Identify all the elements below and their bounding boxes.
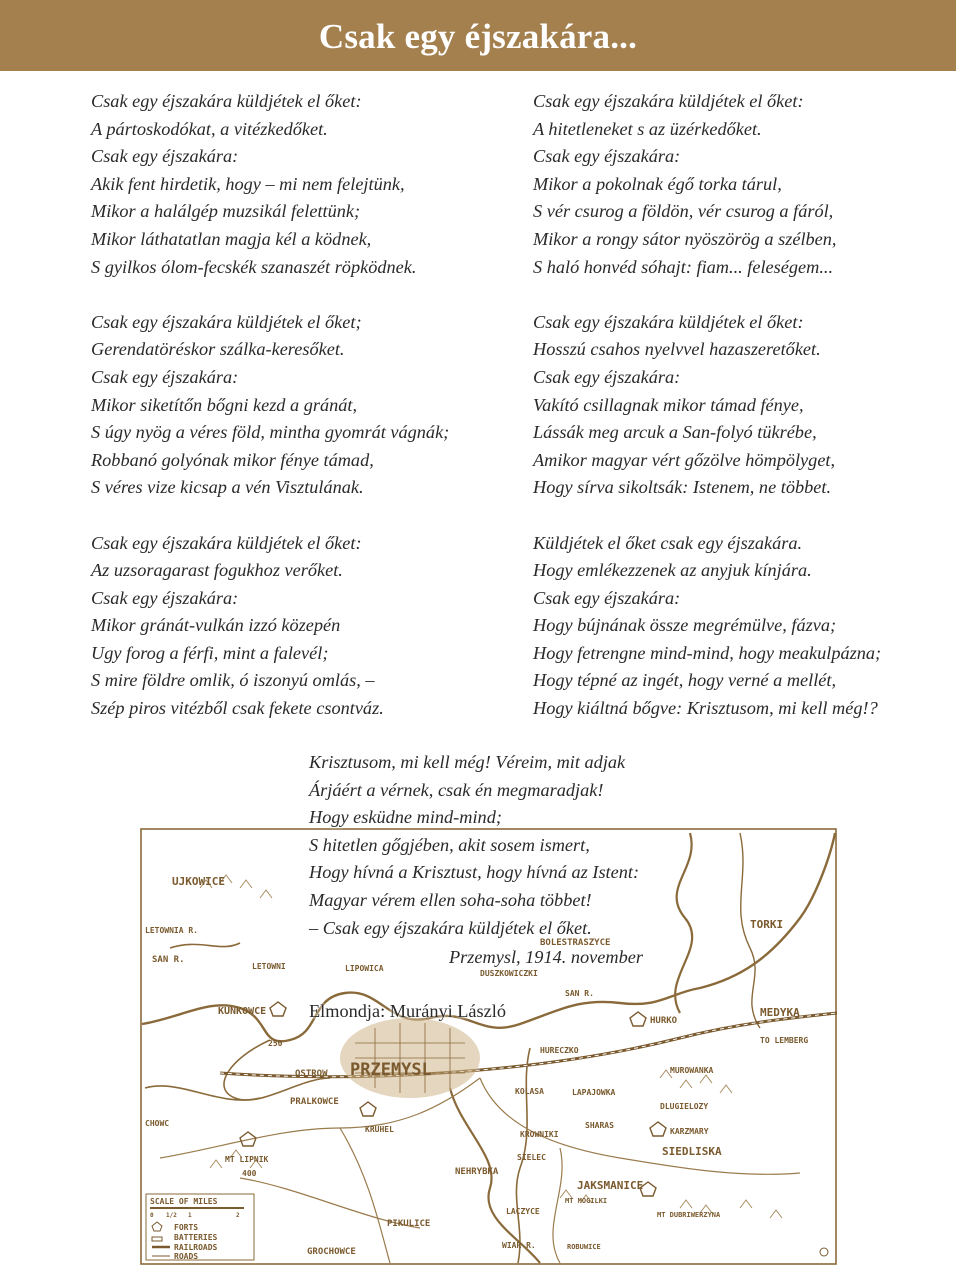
poem-line: Robbanó golyónak mikor fénye támad,: [91, 449, 374, 470]
poem-line: S hitetlen gőgjében, akit sosem ismert,: [309, 834, 590, 855]
poem-line: Szép piros vitézből csak fekete csontváz.: [91, 698, 384, 719]
map-label: 250: [268, 1039, 283, 1048]
poem-line: Mikor a pokolnak égő torka tárul,: [533, 173, 782, 194]
poem-line: Hogy bújnának össze megrémülve, fázva;: [533, 615, 837, 636]
map-label: OSTROW: [295, 1069, 328, 1079]
map-label: HURKO: [650, 1016, 678, 1026]
map-label: MT LIPNIK: [225, 1155, 269, 1164]
poem-line: Mikor a halálgép muzsikál felettünk;: [91, 201, 361, 222]
map-label: SIEDLISKA: [662, 1145, 722, 1158]
poem-line: Hosszú csahos nyelvvel hazaszeretőket.: [533, 339, 821, 360]
map-legend: [146, 1194, 254, 1261]
map-label: ROBUWICE: [567, 1243, 601, 1251]
scale-tick: 1: [188, 1212, 192, 1219]
poem-line: Csak egy éjszakára:: [91, 146, 239, 167]
map-label: MT DUBRIWERZYNA: [657, 1211, 721, 1219]
map-label: TORKI: [750, 918, 784, 931]
map-label: LETOWNI: [252, 962, 286, 971]
map-label: PRALKOWCE: [290, 1097, 339, 1107]
map-label: KOLASA: [515, 1087, 544, 1096]
map-label: LAPAJOWKA: [572, 1088, 616, 1097]
map-label: KUNKOWCE: [218, 1006, 267, 1017]
poem-line: Csak egy éjszakára:: [533, 146, 681, 167]
map-label: KROWNIKI: [520, 1130, 559, 1139]
poem-line: S véres vize kicsap a vén Visztulának.: [91, 477, 364, 498]
map-label: MUROWANKA: [670, 1066, 714, 1075]
poem-line: Mikor gránát-vulkán izzó közepén: [91, 615, 341, 636]
poem-line: Mikor láthatatlan magja kél a ködnek,: [91, 228, 372, 249]
map-label: SHARAS: [585, 1121, 614, 1130]
place-date: Przemysl, 1914. november: [449, 947, 643, 967]
poem-line: S mire földre omlik, ó iszonyú omlás, –: [91, 670, 375, 691]
final-stanza: [309, 749, 729, 942]
poem-line: S haló honvéd sóhajt: fiam... feleségem...: [533, 256, 834, 277]
map-label: SAN R.: [565, 989, 594, 998]
scale-tick: 1/2: [166, 1212, 177, 1219]
map-label: SIELEC: [517, 1153, 546, 1162]
stanza: [533, 309, 943, 502]
poem-line: Akik fent hirdetik, hogy – mi nem felejtünk,: [91, 173, 405, 194]
poem-line: Gerendatöréskor szálka-keresőket.: [91, 339, 345, 360]
map-label: MEDYKA: [760, 1006, 800, 1019]
map-label: GROCHOWCE: [307, 1247, 356, 1257]
poem-line: A pártoskodókat, a vitézkedőket.: [91, 118, 328, 139]
map-label: UJKOWICE: [172, 875, 225, 888]
map-label: CHOWC: [145, 1119, 170, 1128]
map-label: BOLESTRASZYCE: [540, 938, 611, 948]
poem-line: Mikor a rongy sátor nyöszörög a szélben,: [533, 228, 837, 249]
legend-item: FORTS: [174, 1223, 199, 1232]
legend-item: ROADS: [174, 1252, 199, 1261]
legend-item: BATTERIES: [174, 1233, 218, 1242]
map-label: KRUHEL: [365, 1125, 394, 1134]
poem-line: Hogy hívná a Krisztust, hogy hívná az Istent:: [309, 862, 640, 883]
map-label: 400: [242, 1169, 257, 1178]
poem-line: Csak egy éjszakára:: [533, 366, 681, 387]
scale-tick: 2: [236, 1212, 240, 1219]
poem-line: Mikor siketítőn bőgni kezd a gránát,: [91, 394, 358, 415]
poem-line: Csak egy éjszakára:: [91, 587, 239, 608]
map-label: JAKSMANICE: [577, 1179, 644, 1192]
poem-line: Csak egy éjszakára küldjétek el őket:: [91, 532, 362, 553]
copyright-mark: [820, 1248, 828, 1256]
map-label: PRZEMYSL: [350, 1060, 432, 1080]
poem-line: Csak egy éjszakára:: [91, 366, 239, 387]
stanza: [91, 88, 511, 281]
map-label: SAN R.: [152, 955, 185, 965]
poem-line: Hogy sírva sikoltsák: Istenem, ne többet.: [533, 477, 832, 498]
map-label: DUSZKOWICZKI: [480, 969, 538, 978]
scale-tick: 0: [150, 1212, 154, 1219]
legend-item: RAILROADS: [174, 1243, 218, 1252]
stanza: [533, 530, 943, 723]
przemysl-city: [340, 1018, 480, 1098]
page-title: Csak egy éjszakára...: [318, 16, 638, 56]
map-label: LACZYCE: [506, 1207, 540, 1216]
poem-line: S vér csurog a földön, vér csurog a fáról,: [533, 201, 834, 222]
poem-line: Csak egy éjszakára küldjétek el őket:: [533, 91, 804, 111]
map-label: TO LEMBERG: [760, 1036, 809, 1045]
stanza: [91, 309, 511, 502]
poem-line: S úgy nyög a véres föld, mintha gyomrát vágnák;: [91, 422, 450, 443]
poem-line: A hitetleneket s az üzérkedőket.: [533, 118, 762, 139]
poem-line: Hogy emlékezzenek az anyjuk kínjára.: [533, 560, 812, 581]
poem-line: Csak egy éjszakára küldjétek el őket:: [91, 91, 362, 111]
poem-line: Csak egy éjszakára:: [533, 587, 681, 608]
poem-line: Hogy esküdne mind-mind;: [309, 807, 502, 828]
performer-credit: Elmondja: Murányi László: [309, 1001, 506, 1021]
legend-title: SCALE OF MILES: [150, 1197, 218, 1206]
poem-line: Hogy tépné az ingét, hogy verné a mellét,: [533, 670, 837, 691]
poem-line: Az uzsoragarast fogukhoz verőket.: [91, 560, 343, 581]
map-label: HURECZKO: [540, 1046, 579, 1055]
title-banner: [0, 0, 956, 71]
map-label: LIPOWICA: [345, 964, 384, 973]
poem-line: Csak egy éjszakára küldjétek el őket:: [533, 311, 804, 332]
poem-line: Hogy kiáltná bőgve: Krisztusom, mi kell még!?: [533, 698, 878, 719]
poem-line: Krisztusom, mi kell még! Véreim, mit adjak: [309, 752, 626, 772]
poem-line: Csak egy éjszakára küldjétek el őket;: [91, 311, 362, 332]
map-label: PIKULICE: [387, 1219, 431, 1229]
left-column: [91, 88, 511, 750]
poem-line: Vakító csillagnak mikor támad fénye,: [533, 394, 804, 415]
map-label: MT MOGILKI: [565, 1197, 608, 1205]
poem-line: Hogy fetrengne mind-mind, hogy meakulpázna;: [533, 642, 882, 663]
poem-line: Árjáért a vérnek, csak én megmaradjak!: [309, 779, 604, 800]
poem-line: Ugy forog a férfi, mint a falevél;: [91, 642, 329, 663]
map-label: WIAR R.: [502, 1241, 536, 1250]
poem-line: S gyilkos ólom-fecskék szanaszét röpködnek.: [91, 256, 417, 277]
poem-line: Küldjétek el őket csak egy éjszakára.: [533, 532, 803, 553]
stanza: [91, 530, 511, 723]
poem-line: Magyar vérem ellen soha-soha többet!: [309, 889, 592, 910]
poem-line: – Csak egy éjszakára küldjétek el őket.: [309, 917, 592, 938]
stanza: [533, 88, 943, 281]
map-label: DLUGIELOZY: [660, 1102, 709, 1111]
map-label: NEHRYBKA: [455, 1167, 499, 1177]
poem-line: Amikor magyar vért gőzölve hömpölyget,: [533, 449, 836, 470]
map-label: KARZMARY: [670, 1127, 709, 1136]
poem-line: Lássák meg arcuk a San-folyó tükrébe,: [533, 422, 817, 443]
right-column: [533, 88, 943, 750]
map-label: LETOWNIA R.: [145, 926, 198, 935]
